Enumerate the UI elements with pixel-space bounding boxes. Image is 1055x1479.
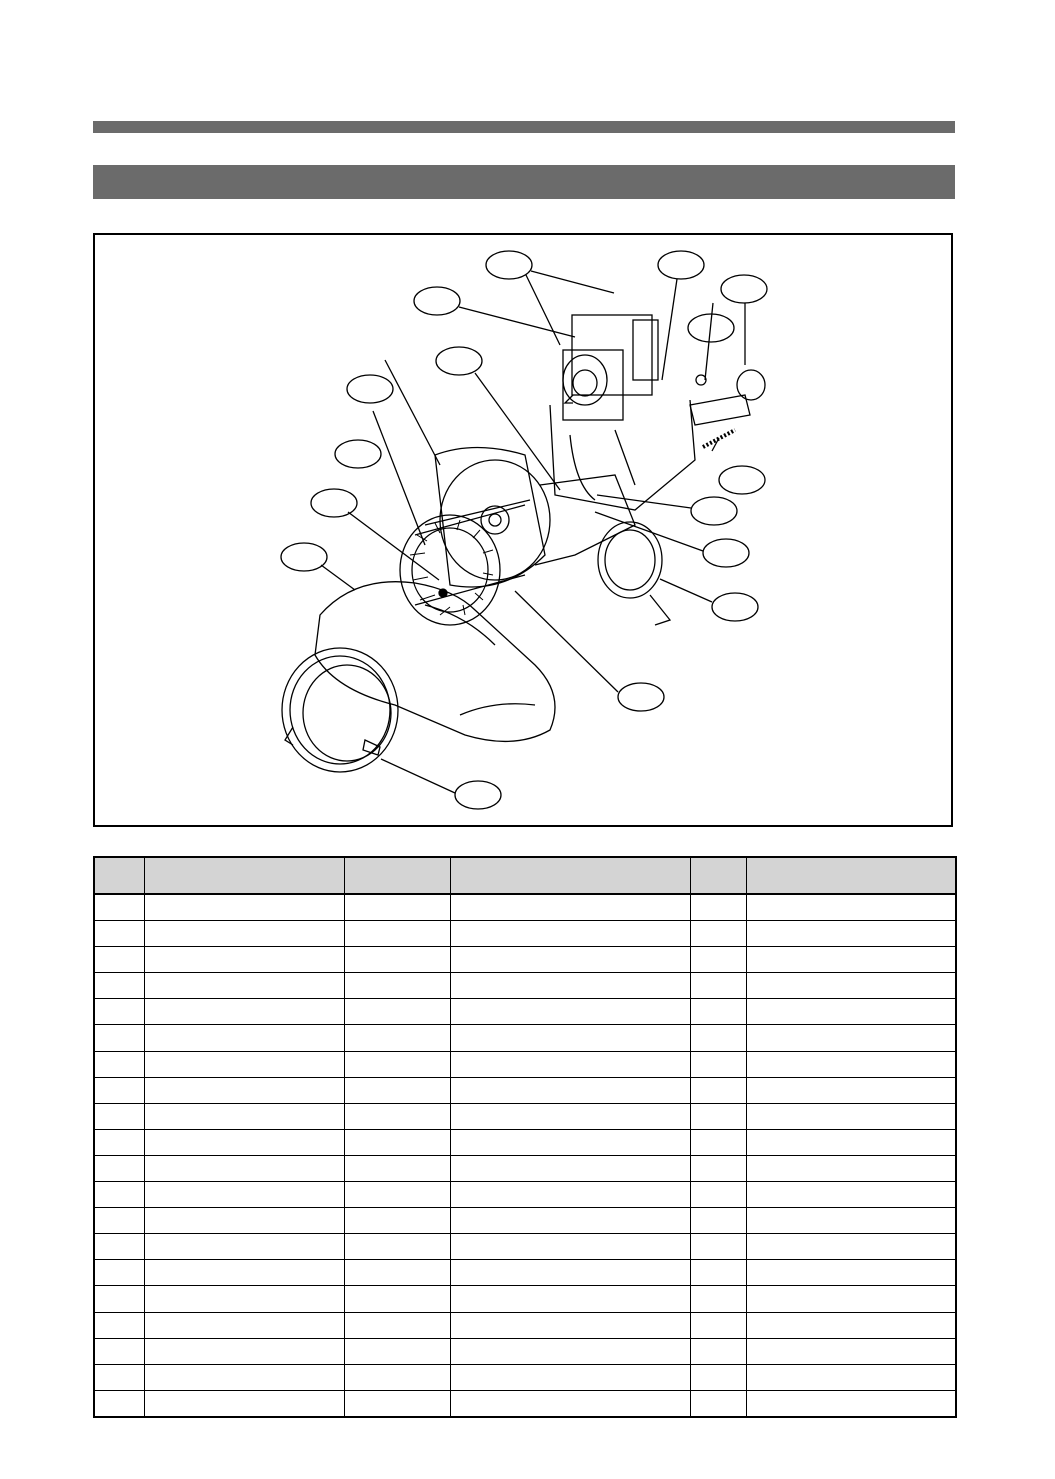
table-cell — [746, 1260, 956, 1286]
table-cell — [344, 1208, 450, 1234]
col-header-no — [94, 857, 144, 894]
callout-11 — [719, 466, 765, 494]
table-cell — [94, 1338, 144, 1364]
table-cell — [746, 1338, 956, 1364]
callout-4 — [414, 287, 460, 315]
table-cell — [144, 1103, 344, 1129]
table-cell — [94, 1364, 144, 1390]
table-row — [94, 1103, 956, 1129]
table-cell — [746, 894, 956, 921]
table-cell — [94, 1103, 144, 1129]
table-cell — [94, 1260, 144, 1286]
table-cell — [746, 1103, 956, 1129]
table-cell — [690, 1025, 746, 1051]
table-cell — [450, 1025, 690, 1051]
table-cell — [450, 1129, 690, 1155]
table-cell — [144, 947, 344, 973]
table-row — [94, 894, 956, 921]
table-cell — [450, 973, 690, 999]
table-cell — [94, 894, 144, 921]
table-cell — [344, 1129, 450, 1155]
table-cell — [344, 973, 450, 999]
table-cell — [746, 1182, 956, 1208]
table-cell — [450, 1051, 690, 1077]
table-cell — [94, 1051, 144, 1077]
table-cell — [94, 1390, 144, 1417]
callout-12 — [691, 497, 737, 525]
col-header-remarks — [746, 857, 956, 894]
table-cell — [746, 1051, 956, 1077]
table-cell — [690, 1338, 746, 1364]
table-cell — [144, 1025, 344, 1051]
table-row — [94, 1182, 956, 1208]
table-cell — [450, 1208, 690, 1234]
table-cell — [450, 1182, 690, 1208]
table-cell — [450, 921, 690, 947]
table-row — [94, 921, 956, 947]
table-cell — [144, 1077, 344, 1103]
table-cell — [344, 1051, 450, 1077]
table-cell — [344, 1025, 450, 1051]
table-row — [94, 1155, 956, 1181]
table-cell — [450, 894, 690, 921]
table-cell — [94, 1234, 144, 1260]
table-cell — [690, 1129, 746, 1155]
table-cell — [144, 1338, 344, 1364]
table-cell — [344, 1077, 450, 1103]
col-header-part-code — [144, 857, 344, 894]
table-cell — [94, 999, 144, 1025]
table-cell — [144, 1051, 344, 1077]
table-cell — [450, 1077, 690, 1103]
table-cell — [746, 1234, 956, 1260]
table-cell — [450, 1286, 690, 1312]
table-cell — [344, 1338, 450, 1364]
table-cell — [690, 1103, 746, 1129]
table-cell — [690, 973, 746, 999]
table-row — [94, 1051, 956, 1077]
table-cell — [344, 947, 450, 973]
col-header-description — [450, 857, 690, 894]
table-cell — [746, 1025, 956, 1051]
table-cell — [94, 1155, 144, 1181]
table-cell — [344, 1260, 450, 1286]
table-cell — [450, 999, 690, 1025]
table-cell — [746, 1208, 956, 1234]
table-cell — [94, 947, 144, 973]
table-cell — [746, 1155, 956, 1181]
table-cell — [746, 999, 956, 1025]
table-cell — [344, 894, 450, 921]
table-cell — [94, 1077, 144, 1103]
parts-table-header — [94, 857, 956, 894]
table-cell — [450, 1364, 690, 1390]
callout-14 — [712, 593, 758, 621]
callout-3 — [721, 275, 767, 303]
table-cell — [344, 1234, 450, 1260]
table-row — [94, 1364, 956, 1390]
table-cell — [94, 921, 144, 947]
table-cell — [144, 1312, 344, 1338]
callout-1 — [486, 251, 532, 279]
col-header-part-name — [344, 857, 450, 894]
callout-15 — [618, 683, 664, 711]
table-row — [94, 973, 956, 999]
table-cell — [690, 1364, 746, 1390]
table-cell — [144, 894, 344, 921]
table-cell — [144, 999, 344, 1025]
table-cell — [344, 1182, 450, 1208]
table-cell — [144, 1286, 344, 1312]
table-cell — [344, 921, 450, 947]
callout-16 — [455, 781, 501, 809]
table-cell — [746, 973, 956, 999]
table-cell — [746, 921, 956, 947]
table-cell — [144, 1364, 344, 1390]
table-cell — [746, 947, 956, 973]
table-cell — [690, 1077, 746, 1103]
table-cell — [344, 1155, 450, 1181]
table-cell — [746, 1129, 956, 1155]
table-row — [94, 947, 956, 973]
table-row — [94, 1338, 956, 1364]
table-cell — [144, 1390, 344, 1417]
table-cell — [144, 1182, 344, 1208]
table-cell — [144, 921, 344, 947]
callout-13 — [703, 539, 749, 567]
table-cell — [94, 1182, 144, 1208]
table-cell — [94, 973, 144, 999]
table-cell — [746, 1286, 956, 1312]
table-row — [94, 1234, 956, 1260]
table-cell — [450, 1260, 690, 1286]
table-cell — [450, 1234, 690, 1260]
table-cell — [94, 1286, 144, 1312]
parts-list-table — [93, 856, 957, 1418]
table-cell — [94, 1129, 144, 1155]
callout-2 — [658, 251, 704, 279]
table-cell — [450, 947, 690, 973]
table-cell — [144, 1129, 344, 1155]
table-row — [94, 1077, 956, 1103]
table-row — [94, 1208, 956, 1234]
section-title-band — [93, 165, 955, 199]
callout-10 — [281, 543, 327, 571]
table-cell — [450, 1390, 690, 1417]
table-cell — [344, 1390, 450, 1417]
table-cell — [746, 1312, 956, 1338]
table-cell — [690, 947, 746, 973]
exploded-view-drawing — [95, 235, 953, 827]
table-cell — [690, 894, 746, 921]
table-row — [94, 1129, 956, 1155]
table-cell — [344, 1103, 450, 1129]
table-cell — [746, 1390, 956, 1417]
table-cell — [344, 1312, 450, 1338]
table-row — [94, 1286, 956, 1312]
callout-7 — [347, 375, 393, 403]
table-cell — [144, 1260, 344, 1286]
table-cell — [690, 1286, 746, 1312]
table-cell — [144, 1155, 344, 1181]
table-cell — [344, 1364, 450, 1390]
table-cell — [450, 1338, 690, 1364]
callout-8 — [335, 440, 381, 468]
table-cell — [94, 1025, 144, 1051]
table-cell — [690, 1155, 746, 1181]
table-cell — [690, 1390, 746, 1417]
table-cell — [690, 1051, 746, 1077]
table-cell — [144, 1208, 344, 1234]
table-row — [94, 1260, 956, 1286]
table-row — [94, 1312, 956, 1338]
table-cell — [450, 1155, 690, 1181]
table-cell — [690, 1182, 746, 1208]
table-cell — [746, 1364, 956, 1390]
table-cell — [690, 999, 746, 1025]
table-cell — [344, 1286, 450, 1312]
callout-6 — [436, 347, 482, 375]
table-cell — [94, 1312, 144, 1338]
table-cell — [344, 999, 450, 1025]
table-cell — [450, 1312, 690, 1338]
table-cell — [144, 1234, 344, 1260]
table-cell — [690, 921, 746, 947]
table-row — [94, 1025, 956, 1051]
table-row — [94, 999, 956, 1025]
table-cell — [450, 1103, 690, 1129]
table-cell — [690, 1234, 746, 1260]
top-rule — [93, 121, 955, 133]
col-header-qty — [690, 857, 746, 894]
table-cell — [690, 1312, 746, 1338]
table-cell — [690, 1208, 746, 1234]
table-cell — [690, 1260, 746, 1286]
table-cell — [746, 1077, 956, 1103]
table-cell — [144, 973, 344, 999]
table-row — [94, 1390, 956, 1417]
table-cell — [94, 1208, 144, 1234]
exploded-view-figure — [93, 233, 953, 827]
